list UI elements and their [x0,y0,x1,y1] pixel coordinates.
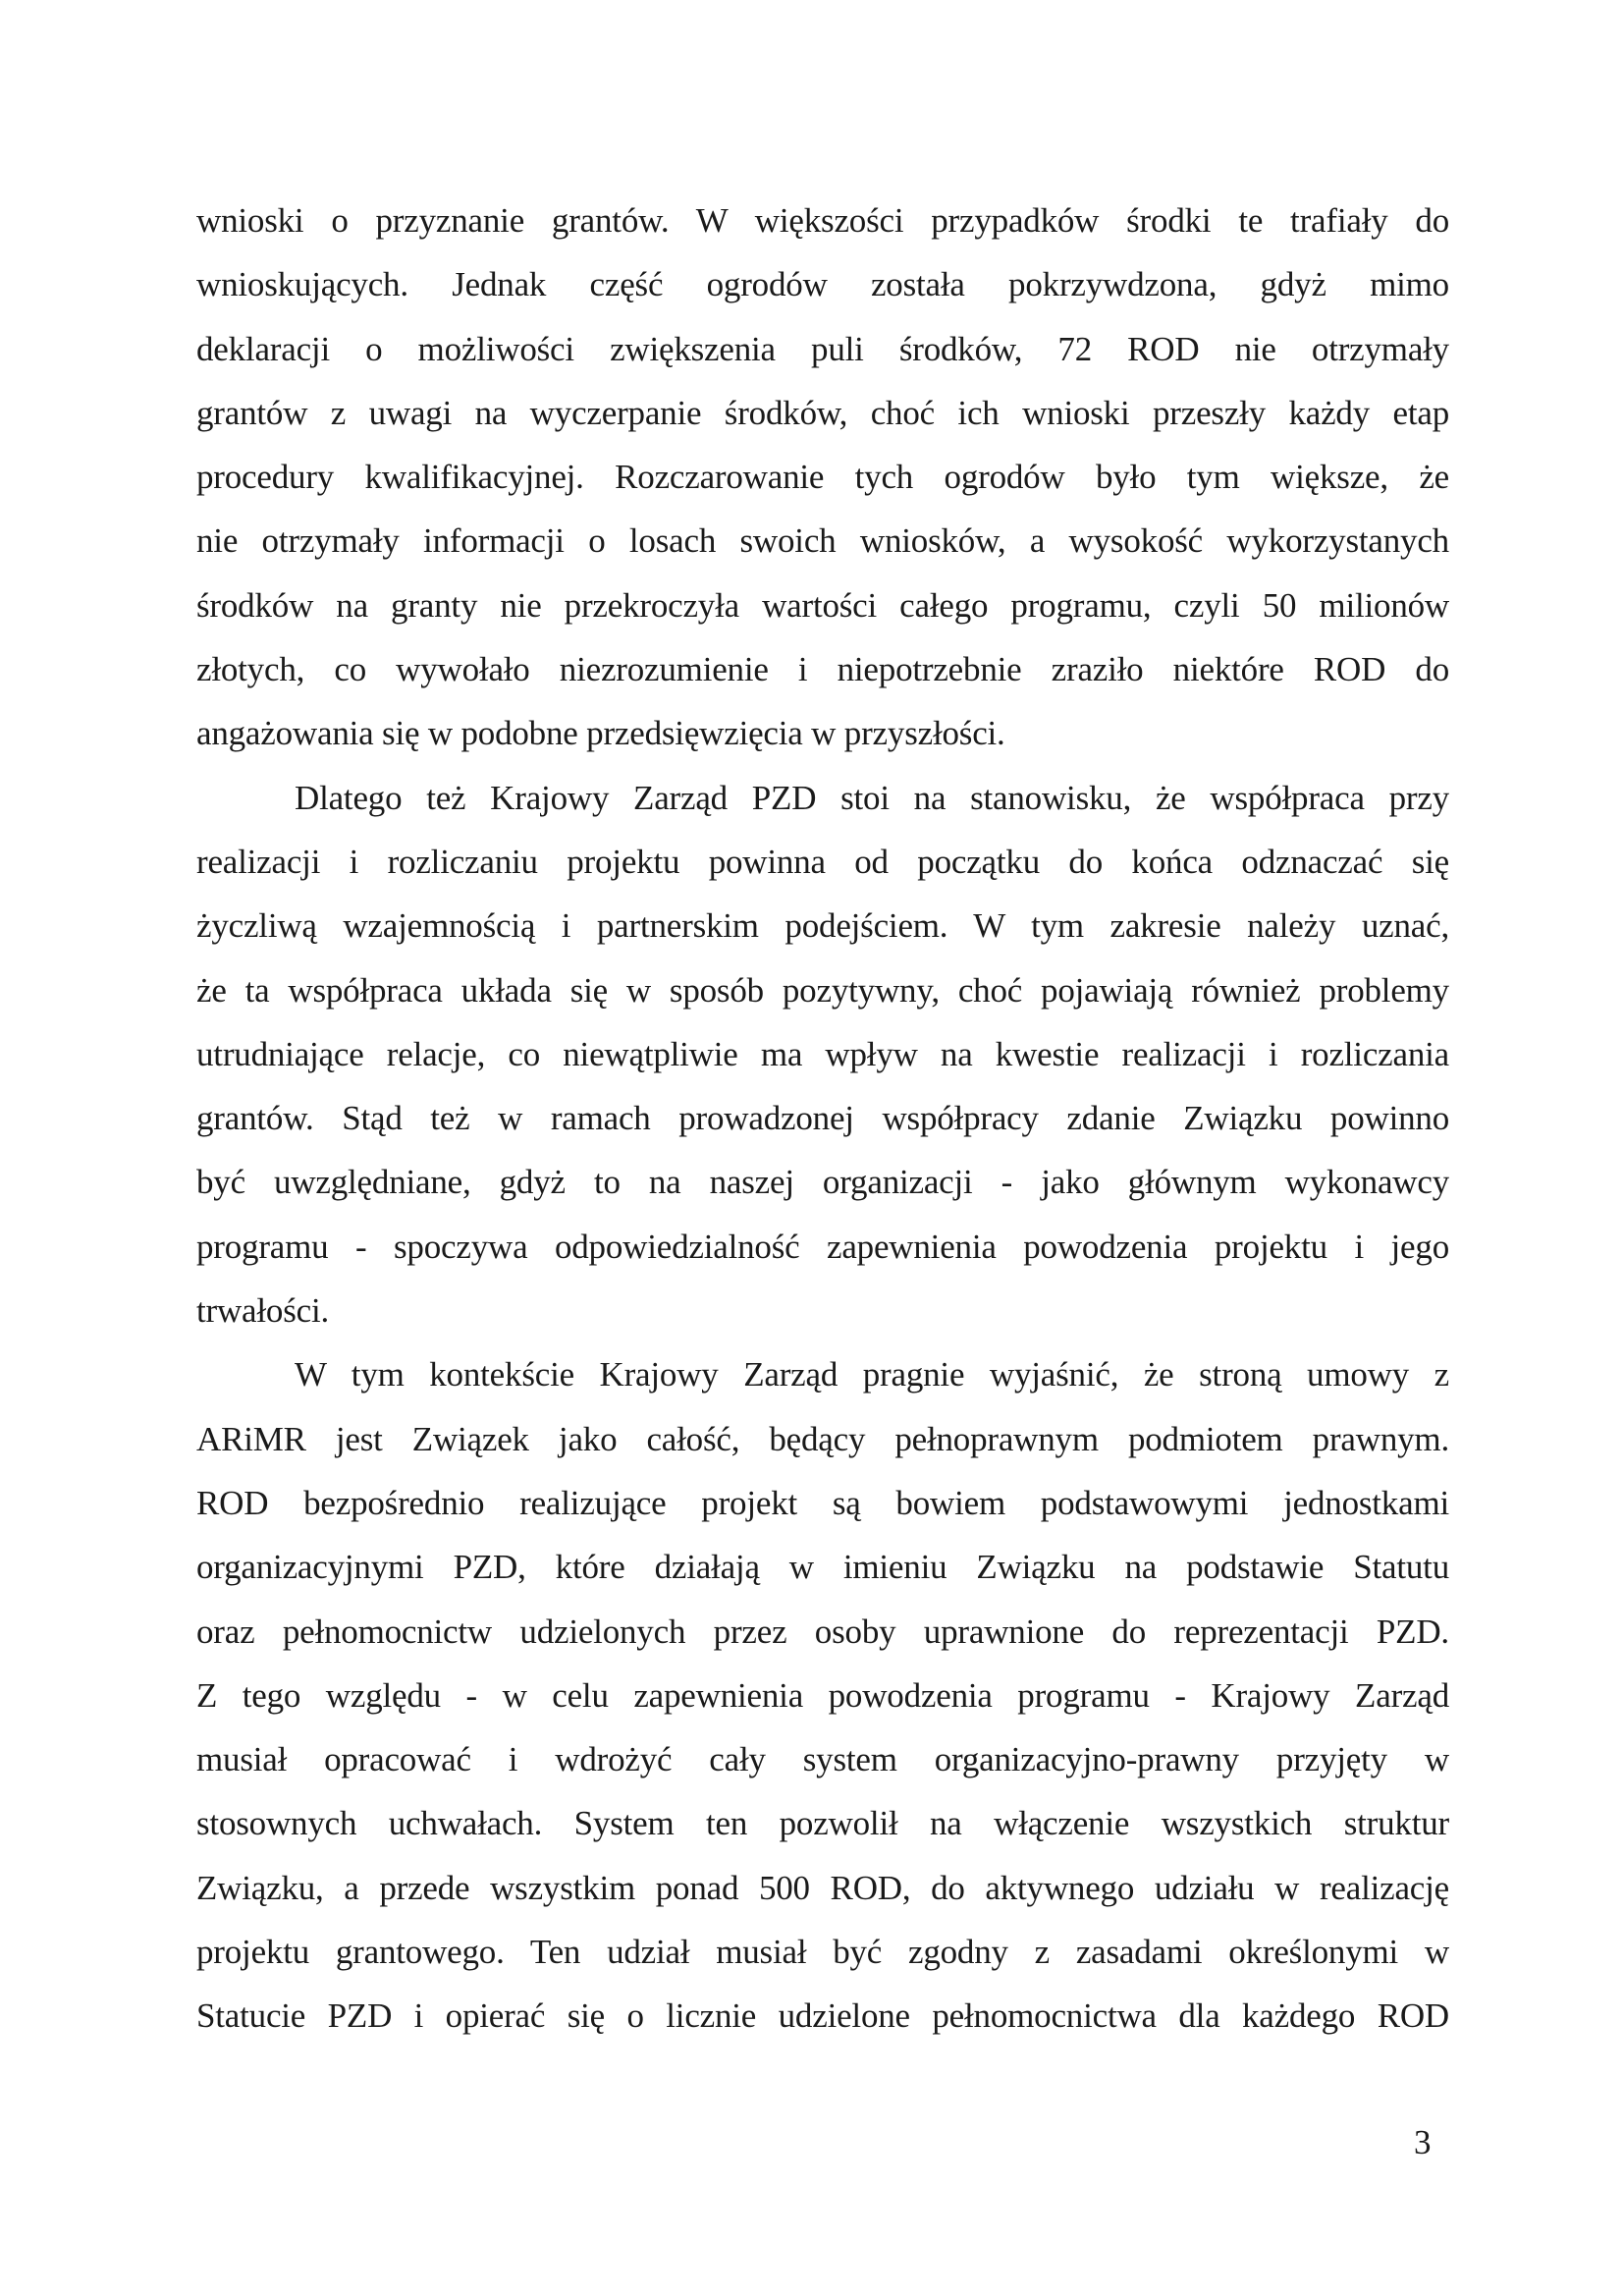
text-line: musiał opracować i wdrożyć cały system organizacyjno-prawny przyjęty w [196,1740,1449,1779]
text-line: być uwzględniane, gdyż to na naszej organizacji - jako głównym wykonawcy [196,1163,1449,1202]
text-line: Statucie PZD i opierać się o licznie udzielone pełnomocnictwa dla każdego ROD [196,1996,1449,2036]
paragraph-3 [196,1342,1449,2048]
paragraph-1 [196,189,1449,766]
text-line: wnioskujących. Jednak część ogrodów została pokrzywdzona, gdyż mimo [196,265,1449,304]
text-line: Związku, a przede wszystkim ponad 500 ROD, do aktywnego udziału w realizację [196,1868,1449,1907]
text-line: grantów. Stąd też w ramach prowadzonej współpracy zdanie Związku powinno [196,1099,1449,1138]
text-line: trwałości. [196,1291,330,1331]
body-text [196,189,1449,2049]
text-line: ROD bezpośrednio realizujące projekt są bowiem podstawowymi jednostkami [196,1483,1449,1522]
text-line: oraz pełnomocnictw udzielonych przez osoby uprawnione do reprezentacji PZD. [196,1612,1449,1651]
text-line: W tym kontekście Krajowy Zarząd pragnie wyjaśnić, że stroną umowy z [295,1355,1449,1394]
text-line: deklaracji o możliwości zwiększenia puli środków, 72 ROD nie otrzymały [196,329,1449,368]
text-line: złotych, co wywołało niezrozumienie i niepotrzebnie zraziło niektóre ROD do [196,650,1449,689]
paragraph-2 [196,766,1449,1343]
text-line: nie otrzymały informacji o losach swoich wniosków, a wysokość wykorzystanych [196,521,1449,561]
text-line: wnioski o przyznanie grantów. W większości przypadków środki te trafiały do [196,201,1449,240]
text-line: realizacji i rozliczaniu projektu powinna od początku do końca odznaczać się [196,842,1449,881]
text-line: stosownych uchwałach. System ten pozwolił na włączenie wszystkich struktur [196,1804,1449,1843]
text-line: utrudniające relacje, co niewątpliwie ma wpływ na kwestie realizacji i rozliczania [196,1034,1449,1073]
text-line: że ta współpraca układa się w sposób pozytywny, choć pojawiają również problemy [196,970,1449,1010]
text-line: organizacyjnymi PZD, które działają w imieniu Związku na podstawie Statutu [196,1548,1449,1587]
text-line: angażowania się w podobne przedsięwzięcia w przyszłości. [196,714,1005,753]
text-line: ARiMR jest Związek jako całość, będący pełnoprawnym podmiotem prawnym. [196,1419,1449,1458]
text-line: grantów z uwagi na wyczerpanie środków, choć ich wnioski przeszły każdy etap [196,393,1449,432]
text-line: środków na granty nie przekroczyła wartości całego programu, czyli 50 milionów [196,585,1449,625]
text-line: życzliwą wzajemnością i partnerskim podejściem. W tym zakresie należy uznać, [196,906,1449,946]
text-line: procedury kwalifikacyjnej. Rozczarowanie tych ogrodów było tym większe, że [196,458,1449,497]
text-line: Dlatego też Krajowy Zarząd PZD stoi na stanowisku, że współpraca przy [295,778,1449,817]
text-line: Z tego względu - w celu zapewnienia powodzenia programu - Krajowy Zarząd [196,1675,1449,1715]
text-line: projektu grantowego. Ten udział musiał być zgodny z zasadami określonymi w [196,1933,1449,1972]
text-line: programu - spoczywa odpowiedzialność zapewnienia powodzenia projektu i jego [196,1227,1449,1266]
page-number: 3 [1414,2123,1432,2161]
